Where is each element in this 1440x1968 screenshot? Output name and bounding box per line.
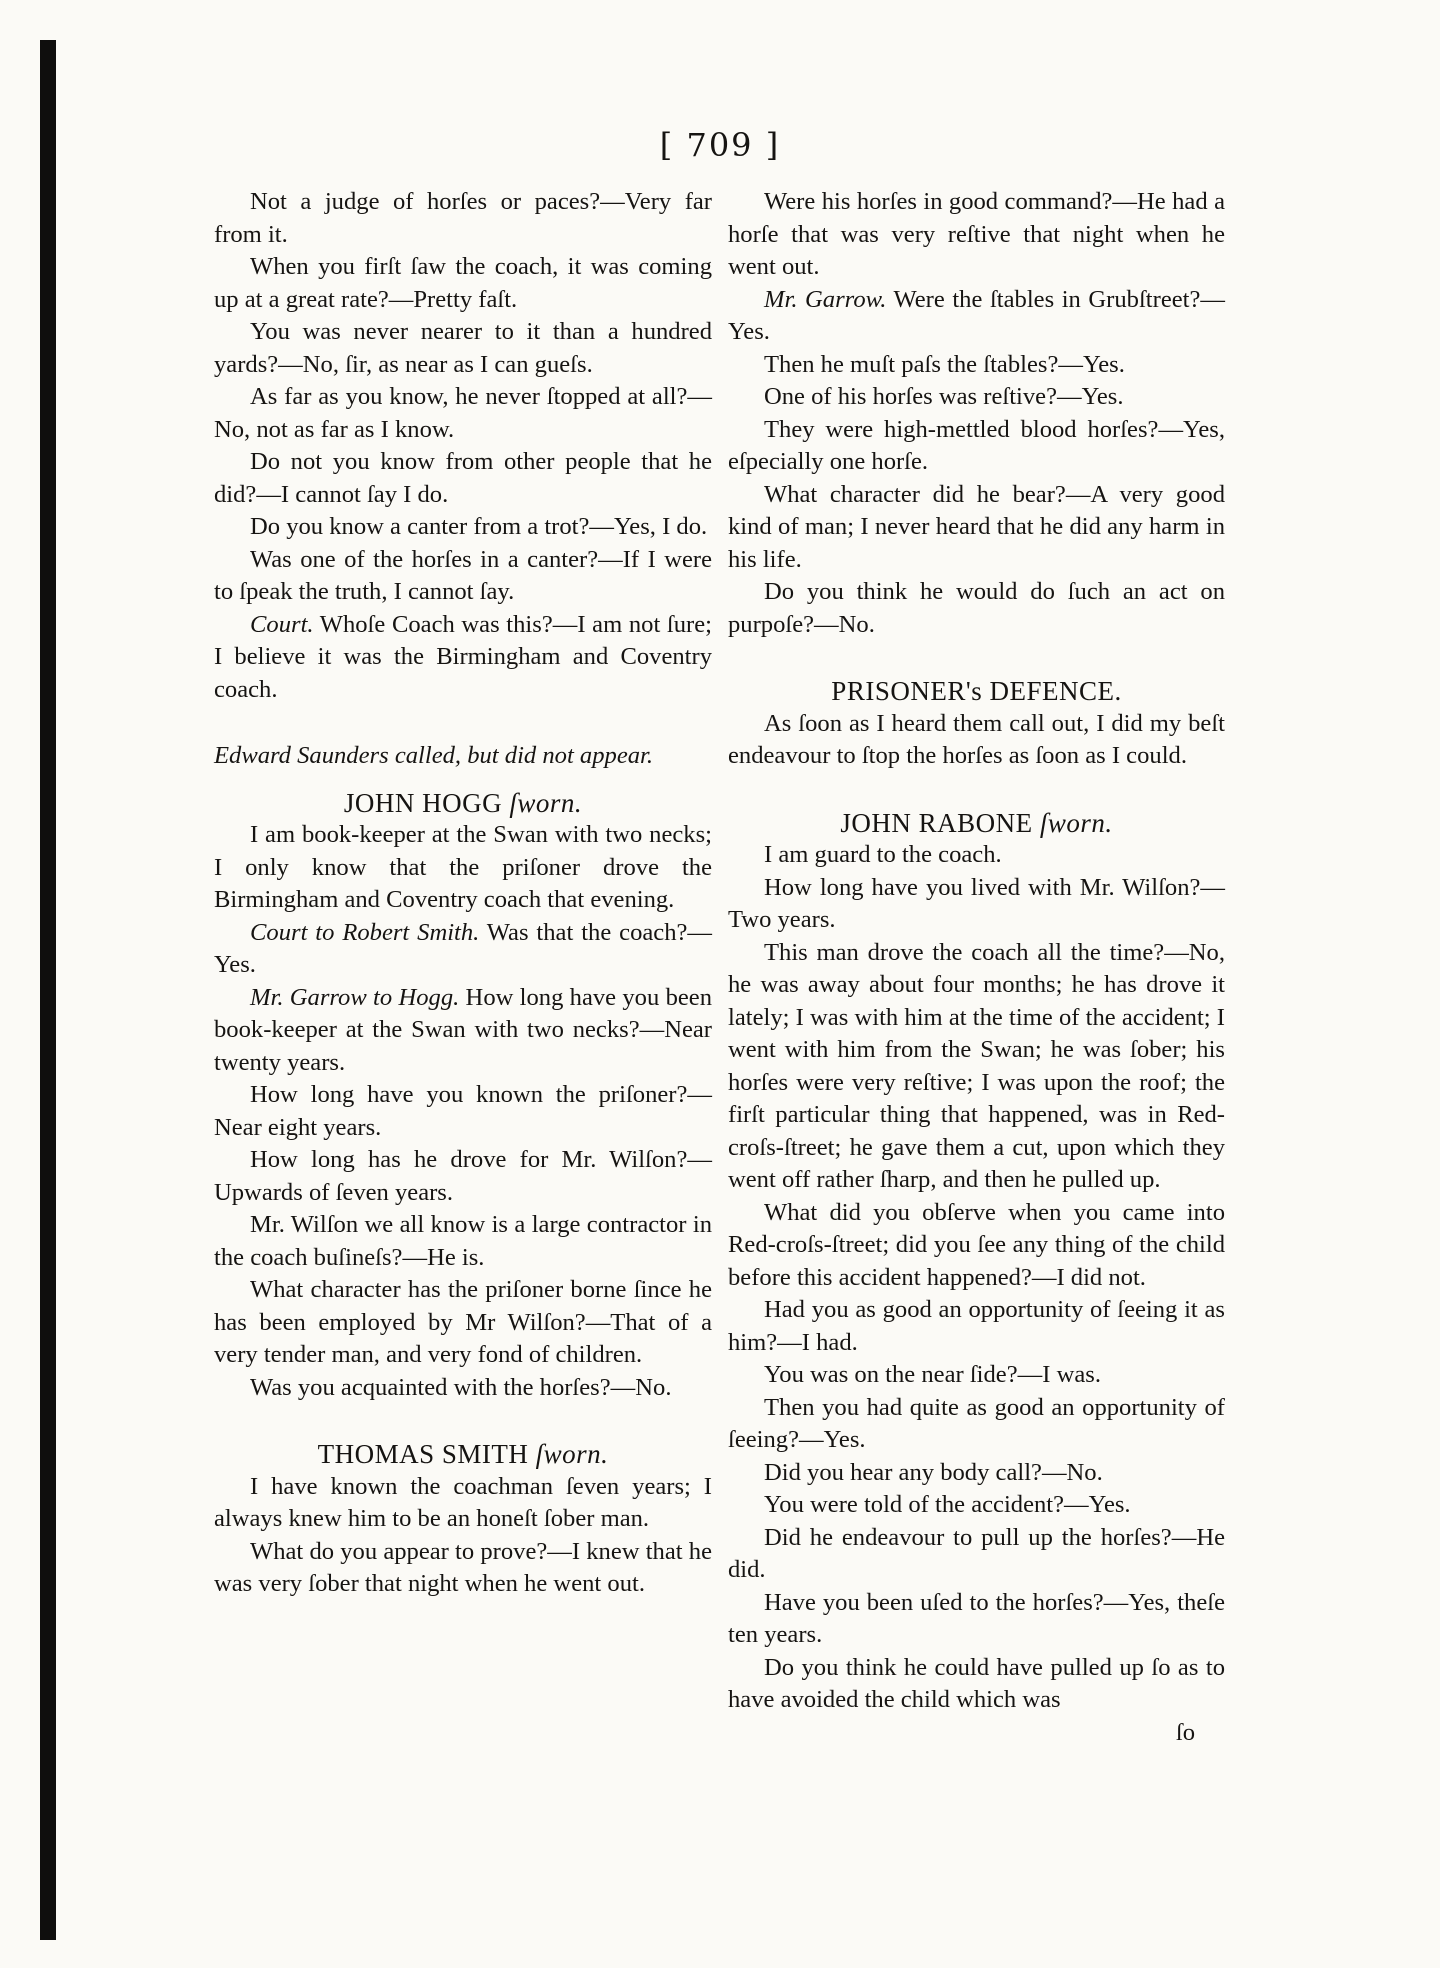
testimony-paragraph: Do you know a canter from a trot?—Yes, I do. bbox=[250, 513, 708, 540]
speaker-text: How long have you been book-keeper at the Swan with two necks?—Near twenty years. bbox=[214, 983, 712, 1076]
testimony-paragraph: As far as you know, he never ſtopped at all?—No, not as far as I know. bbox=[214, 383, 712, 443]
testimony-paragraph: Then you had quite as good an opportunity of ſeeing?—Yes. bbox=[728, 1393, 1225, 1453]
witness-name: JOHN HOGG bbox=[343, 787, 510, 818]
testimony-paragraph: How long have you lived with Mr. Wilſon?—Two years. bbox=[728, 873, 1225, 933]
speaker-text: Were the ſtables in Grubſtreet?—Yes. bbox=[728, 285, 1225, 345]
witness-heading bbox=[728, 807, 1225, 840]
testimony-paragraph: How long has he drove for Mr. Wilſon?—Upwards of ſeven years. bbox=[214, 1146, 712, 1206]
testimony-paragraph: I am book-keeper at the Swan with two necks; I only know that the priſoner drove the Birmingham and Coventry coach that evening. bbox=[214, 821, 712, 913]
testimony-paragraph: Not a judge of horſes or paces?—Very far from it. bbox=[214, 188, 712, 248]
testimony-paragraph: Was one of the horſes in a canter?—If I were to ſpeak the truth, I cannot ſay. bbox=[214, 545, 712, 605]
testimony-paragraph: When you firſt ſaw the coach, it was coming up at a great rate?—Pretty faſt. bbox=[214, 253, 712, 313]
testimony-paragraph: Were his horſes in good command?—He had a horſe that was very reſtive that night when he went out. bbox=[728, 188, 1225, 280]
testimony-paragraph: This man drove the coach all the time?—No, he was away about four months; he has drove it lately; I was with him at the time of the accident; I went with him from the Swan; he was ſober; his horſes were very reſtive; I was upon the roof; the firſt particular thing that happened, was in Red-croſs-ſtreet; he gave them a cut, upon which they went off rather ſharp, and then he pulled up. bbox=[728, 938, 1225, 1193]
testimony-paragraph: Did he endeavour to pull up the horſes?—He did. bbox=[728, 1523, 1225, 1583]
testimony-paragraph: I have known the coachman ſeven years; I always knew him to be an honeſt ſober man. bbox=[214, 1472, 712, 1532]
paragraph-gap bbox=[728, 641, 1225, 675]
speaker-text: Whoſe Coach was this?—I am not ſure; I believe it was the Birmingham and Coventry coach. bbox=[214, 610, 712, 703]
left-column bbox=[214, 186, 712, 1601]
testimony-paragraph: As ſoon as I heard them call out, I did my beſt endeavour to ſtop the horſes as ſoon as I could. bbox=[728, 709, 1225, 769]
witness-heading bbox=[214, 1438, 712, 1471]
binding-edge bbox=[40, 40, 56, 1940]
testimony-paragraph: Was you acquainted with the horſes?—No. bbox=[250, 1373, 672, 1401]
paragraph-gap bbox=[728, 773, 1225, 807]
testimony-paragraph: Do not you know from other people that he did?—I cannot ſay I do. bbox=[214, 448, 712, 508]
testimony-paragraph: What did you obſerve when you came into Red-croſs-ſtreet; did you ſee any thing of the child before this accident happened?—I did not. bbox=[728, 1198, 1225, 1291]
testimony-paragraph: They were high-mettled blood horſes?—Yes, eſpecially one horſe. bbox=[728, 415, 1225, 475]
witness-heading bbox=[214, 787, 712, 820]
testimony-paragraph bbox=[214, 609, 712, 707]
witness-name: JOHN RABONE bbox=[840, 807, 1040, 838]
testimony-paragraph: Mr. Wilſon we all know is a large contractor in the coach buſineſs?—He is. bbox=[214, 1211, 712, 1271]
testimony-paragraph: Did you hear any body call?—No. bbox=[764, 1458, 1103, 1486]
testimony-paragraph: Do you think he could have pulled up ſo as to have avoided the child which was bbox=[728, 1653, 1225, 1713]
page-number-header: [ 709 ] bbox=[659, 126, 781, 164]
testimony-paragraph: You was on the near ſide?—I was. bbox=[764, 1361, 1101, 1388]
paragraph-gap bbox=[214, 773, 712, 787]
defence-heading: PRISONER's DEFENCE. bbox=[831, 676, 1122, 706]
right-column bbox=[728, 186, 1225, 1749]
speaker-label: Court to Robert Smith. bbox=[250, 918, 480, 946]
testimony-paragraph: What do you appear to prove?—I knew that he was very ſober that night when he went out. bbox=[214, 1537, 712, 1597]
testimony-paragraph: Had you as good an opportunity of ſeeing it as him?—I had. bbox=[728, 1296, 1225, 1356]
testimony-paragraph: Have you been uſed to the horſes?—Yes, theſe ten years. bbox=[728, 1588, 1225, 1648]
speaker-text: Was that the coach?—Yes. bbox=[214, 918, 712, 978]
testimony-paragraph: You was never nearer to it than a hundred yards?—No, ſir, as near as I can gueſs. bbox=[214, 318, 712, 378]
testimony-paragraph: One of his horſes was reſtive?—Yes. bbox=[764, 383, 1124, 410]
sworn-label: ſworn. bbox=[1039, 807, 1113, 838]
witness-note: Edward Saunders called, but did not appear. bbox=[214, 742, 654, 769]
sworn-label: ſworn. bbox=[535, 1439, 609, 1469]
testimony-paragraph: Do you think he would do ſuch an act on purpoſe?—No. bbox=[728, 578, 1225, 638]
testimony-paragraph: How long have you known the priſoner?—Near eight years. bbox=[214, 1081, 712, 1141]
testimony-paragraph: What character did he bear?—A very good kind of man; I never heard that he did any harm in his life. bbox=[728, 480, 1225, 573]
speaker-label: Mr. Garrow. bbox=[764, 285, 887, 313]
testimony-paragraph: What character has the priſoner borne ſince he has been employed by Mr Wilſon?—That of a very tender man, and very fond of children. bbox=[214, 1276, 712, 1368]
testimony-paragraph: I am guard to the coach. bbox=[764, 841, 1002, 868]
sworn-label: ſworn. bbox=[509, 787, 583, 818]
testimony-paragraph bbox=[214, 982, 712, 1080]
testimony-paragraph bbox=[214, 917, 712, 982]
catchword: ſo bbox=[1175, 1718, 1195, 1746]
testimony-paragraph: You were told of the accident?—Yes. bbox=[764, 1491, 1131, 1518]
witness-name: THOMAS SMITH bbox=[317, 1439, 536, 1469]
testimony-paragraph bbox=[728, 284, 1225, 349]
paragraph-gap bbox=[214, 1404, 712, 1438]
paragraph-gap bbox=[214, 706, 712, 740]
speaker-label: Court. bbox=[250, 610, 314, 638]
testimony-paragraph: Then he muſt paſs the ſtables?—Yes. bbox=[764, 350, 1125, 378]
speaker-label: Mr. Garrow to Hogg. bbox=[250, 983, 460, 1011]
